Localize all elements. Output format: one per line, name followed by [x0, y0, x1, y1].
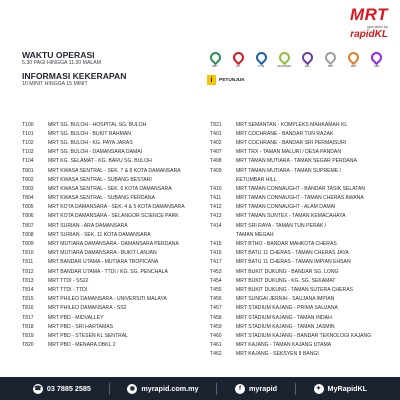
route-row: [210, 157, 390, 166]
route-description: MRT SURIAN - SEK. 11 KOTA DAMANSARA: [48, 231, 151, 238]
route-row: [22, 212, 202, 221]
route-row: [210, 194, 390, 203]
route-description: MRT KOTA DAMANSARA - SELANGOR SCIENCE PARK: [48, 213, 179, 220]
route-description: MRT PBD - MENARA DBKL 2: [48, 342, 116, 349]
legend-label: BRT: [328, 65, 334, 68]
route-code: T806: [22, 213, 34, 220]
route-description: MRT TTDI - TTDI: [48, 286, 88, 293]
mrt3-pin-icon: [369, 50, 385, 66]
route-row: [22, 184, 202, 193]
route-code: T816: [22, 305, 34, 312]
route-description: MRT KOTA DAMANSARA - SEK. 4 & 5 KOTA DAMANSARA: [48, 204, 185, 211]
route-row: [22, 194, 202, 203]
route-code: T410: [210, 185, 222, 192]
route-code: T461: [210, 342, 222, 349]
route-row: [22, 258, 202, 267]
route-description: MRT PHILEO DAMANSARA - UNIVERSITI MALAYA: [48, 296, 167, 303]
route-row: [22, 313, 202, 322]
route-code: T807: [22, 222, 34, 229]
route-row: [210, 120, 390, 129]
route-code: T457: [210, 305, 222, 312]
route-code: T407: [210, 149, 222, 156]
route-description: TAMAN MEGAH: [236, 231, 274, 238]
route-description: MRT TAMAN CONNAUGHT - ALAM DAMAI: [236, 204, 336, 211]
mrt2-pin-icon: [346, 50, 362, 66]
erl-pin-icon: [300, 50, 316, 66]
route-description: MRT BANDAR UTAMA - TTDI / KG. SG. PENCHALA: [48, 268, 168, 275]
route-description: MRT TRX - TAMAN MALURI / DESA PANDAN: [236, 149, 342, 156]
route-code: T462: [210, 351, 222, 358]
route-code: T414: [210, 222, 222, 229]
legend-label: MONORAIL: [277, 65, 292, 68]
route-description: MRT KWASA SENTRAL - SUBANG PERDANA: [48, 195, 155, 202]
route-description: MRT SEMANTAN - KOMPLEKS MAHKAMAH KL: [236, 121, 348, 128]
route-code: T814: [22, 286, 34, 293]
route-description: MRT SUNGAI JERNIH - SAUJANA IMPIAN: [236, 296, 335, 303]
route-row: [22, 276, 202, 285]
route-code: T813: [22, 277, 34, 284]
route-code: T811: [22, 259, 34, 266]
legend-label: MRT: [212, 65, 218, 68]
mrt-pin-icon: [207, 50, 223, 66]
info-icon: i: [207, 75, 216, 85]
route-row: [210, 203, 390, 212]
route-row: [210, 184, 390, 193]
route-description: MRT MUTIARA DAMANSARA - BUKIT LANJAN: [48, 250, 157, 257]
legend-item: [300, 52, 316, 72]
footer-divider: [109, 383, 110, 395]
logo-mrt-text: MRT: [349, 5, 388, 24]
route-row: [22, 120, 202, 129]
route-row: [210, 285, 390, 294]
route-row: [22, 221, 202, 230]
legend-label: MRT: [351, 65, 357, 68]
brt-pin-icon: [323, 50, 339, 66]
route-code: T412: [210, 204, 222, 211]
route-row: [22, 138, 202, 147]
route-row: [22, 322, 202, 331]
route-row: [210, 304, 390, 313]
route-row: [22, 304, 202, 313]
route-row: [210, 212, 390, 221]
route-description: MRT TAMAN MUTIARA - TAMAN SEGAR PERDANA: [236, 158, 357, 165]
route-code: T402: [210, 139, 222, 146]
route-code: T409: [210, 167, 222, 174]
route-description: KETUMBAR HILL: [236, 176, 277, 183]
legend-item: [346, 52, 362, 72]
route-description: MRT BUKIT DUKUNG - BANDAR SG. LONG: [236, 268, 339, 275]
twitter-icon: ✦: [314, 384, 324, 394]
route-code: T102: [22, 139, 34, 146]
contact-footer: [0, 377, 400, 400]
route-description: MRT KWASA SENTRAL - SEK. 7 & 8 KOTA DAMANSARA: [48, 167, 181, 174]
operating-hours-title: WAKTU OPERASI: [22, 50, 95, 60]
route-row: [22, 267, 202, 276]
route-code: T810: [22, 250, 34, 257]
route-row: [210, 221, 390, 230]
ktm-pin-icon: [254, 50, 270, 66]
operating-hours-value: 5.30 PAGI HINGGA 11.30 MALAM: [22, 60, 102, 66]
mrt-rapidkl-logo: [308, 6, 388, 40]
route-code: T805: [22, 204, 34, 211]
legend: [207, 52, 387, 85]
route-description: MRT STADIUM KAJANG - BANDAR TEKNOLOGI KAJANG: [236, 332, 372, 339]
route-description: MRT BTHO - BANDAR MAHKOTA CHERAS: [236, 241, 337, 248]
legend-label: ERL: [305, 65, 311, 68]
lrt-pin-icon: [230, 50, 246, 66]
route-row: [210, 313, 390, 322]
route-code: T455: [210, 286, 222, 293]
frequency-value: 10 MINIT HINGGA 15 MINIT: [22, 81, 88, 87]
route-description: MRT BUKIT DUKUNG - KG. SG. SEKAMAT: [236, 277, 336, 284]
route-code: T804: [22, 195, 34, 202]
route-code: T413: [210, 213, 222, 220]
route-code: T812: [22, 268, 34, 275]
logo-operator: rapidKL: [350, 29, 388, 40]
route-code: T808: [22, 231, 34, 238]
route-code: T454: [210, 277, 222, 284]
route-description: MRT SURIAN - ARA DAMANSARA: [48, 222, 128, 229]
route-row: [210, 166, 390, 175]
route-row: [210, 295, 390, 304]
legend-item: [253, 52, 269, 72]
route-description: MRT SG. BULOH - BUKIT RAHMAN: [48, 130, 131, 137]
legend-label: MRT: [374, 65, 380, 68]
route-description: MRT BUKIT DUKUNG - TAMAN SUTERA CHERAS: [236, 286, 353, 293]
route-description: MRT PHILEO DAMANSARA - SS2: [48, 305, 127, 312]
twitter-handle: MyRapidKL: [327, 384, 368, 393]
monorail-pin-icon: [277, 50, 293, 66]
legend-item: [369, 52, 385, 72]
legend-label: LRT: [235, 65, 241, 68]
route-code: T803: [22, 185, 34, 192]
route-code: T100: [22, 121, 34, 128]
route-code: T408: [210, 158, 222, 165]
route-description: MRT SG. BULOH - HOSPITAL SG. BULOH: [48, 121, 147, 128]
route-description: MRT MUTIARA DAMANSARA - DAMANSARA PERDANA: [48, 241, 179, 248]
facebook-handle: myrapid: [249, 384, 277, 393]
route-list-left: [22, 120, 202, 350]
route-code: T411: [210, 195, 222, 202]
route-description: MRT STADIUM KAJANG - TAMAN INDAH: [236, 314, 332, 321]
route-code: T818: [22, 323, 34, 330]
legend-item: [276, 52, 292, 72]
route-code: T460: [210, 332, 222, 339]
route-row: [22, 129, 202, 138]
route-description: MRT BANDAR UTAMA - MUTIARA TROPICANA: [48, 259, 159, 266]
route-description: MRT KAJANG - TAMAN KAJANG UTAMA: [236, 342, 332, 349]
route-row: [210, 138, 390, 147]
route-description: MRT KG. SELAMAT - KG. BARU SG. BULOH: [48, 158, 152, 165]
operations-info: [22, 50, 202, 92]
legend-icons: [207, 52, 385, 72]
route-code: T101: [22, 130, 34, 137]
route-row: [210, 239, 390, 248]
route-code: T801: [22, 167, 34, 174]
route-description: MRT COCHRANE - BANDAR TUN RAZAK: [236, 130, 334, 137]
legend-label: KTM: [258, 65, 265, 68]
route-code: T459: [210, 323, 222, 330]
route-code: T802: [22, 176, 34, 183]
route-row: [22, 341, 202, 350]
website-url: myrapid.com.my: [141, 384, 199, 393]
globe-icon: ◉: [127, 384, 137, 394]
route-description: MRT KAJANG - SEKSYEN 8 BANGI: [236, 351, 319, 358]
route-code: T817: [22, 314, 34, 321]
footer-divider: [216, 383, 217, 395]
route-code: T401: [210, 130, 222, 137]
route-row: [210, 350, 390, 359]
route-row: [210, 341, 390, 350]
route-code: T820: [22, 342, 34, 349]
route-description: MRT TTDI - SS22: [48, 277, 89, 284]
route-code: T821: [210, 121, 222, 128]
legend-item: [323, 52, 339, 72]
route-code: T415: [210, 241, 222, 248]
legend-item: [230, 52, 246, 72]
route-description: MRT STADIUM KAJANG - PRIMA SAUJANA: [236, 305, 338, 312]
footer-twitter[interactable]: [314, 384, 368, 394]
route-description: MRT SG. BULOH - DAMANSARA DAMAI: [48, 149, 143, 156]
petunjuk-row: [207, 75, 387, 85]
route-row: [210, 258, 390, 267]
route-description: MRT PBD - STESEN KL SENTRAL: [48, 332, 129, 339]
footer-website[interactable]: [127, 384, 198, 394]
route-description: MRT COCHRANE - BANDAR SRI PERMAISURI: [236, 139, 347, 146]
route-description: MRT TAMAN CONNAUGHT - TAMAN CHERAS AWANA: [236, 195, 364, 202]
route-row: [22, 295, 202, 304]
route-description: MRT PBD - MIDVALLEY: [48, 314, 104, 321]
route-row: [210, 249, 390, 258]
route-description: MRT BATU 11 CHERAS - TAMAN CHERAS JAYA: [236, 250, 349, 257]
route-row: [210, 276, 390, 285]
route-description: MRT TAMAN SUNTEX - TAMAN KEMACAHAYA: [236, 213, 346, 220]
route-description: MRT PBD - SRI HARTAMAS: [48, 323, 114, 330]
route-row: [210, 175, 390, 184]
route-code: T453: [210, 268, 222, 275]
footer-facebook[interactable]: [235, 384, 277, 394]
route-row: [210, 148, 390, 157]
route-row: [210, 322, 390, 331]
route-row: [22, 175, 202, 184]
route-code: T456: [210, 296, 222, 303]
phone-icon: ☎: [33, 384, 43, 394]
route-row: [210, 267, 390, 276]
route-row: [210, 230, 390, 239]
route-description: MRT KWASA SENTRAL - SEK. 6 KOTA DAMANSARA: [48, 185, 172, 192]
route-description: MRT STADIUM KAJANG - TAMAN JASMIN: [236, 323, 335, 330]
route-description: MRT SG. BULOH - KG. PAYA JARAS: [48, 139, 133, 146]
route-code: T103: [22, 149, 34, 156]
petunjuk-label: PETUNJUK: [219, 77, 245, 83]
route-description: MRT TAMAN MUTIARA - TAMAN SUPREME /: [236, 167, 341, 174]
route-code: T417: [210, 259, 222, 266]
route-row: [22, 239, 202, 248]
route-code: T416: [210, 250, 222, 257]
route-row: [210, 331, 390, 340]
route-code: T809: [22, 241, 34, 248]
logo-tagline: operated by: [366, 24, 388, 29]
route-description: MRT SRI RAYA - TAMAN TUN PERAK /: [236, 222, 327, 229]
route-row: [22, 148, 202, 157]
route-row: [22, 166, 202, 175]
legend-item: [207, 52, 223, 72]
route-description: MRT KWASA SENTRAL - SUBANG BESTARI: [48, 176, 152, 183]
route-row: [22, 249, 202, 258]
route-code: T458: [210, 314, 222, 321]
route-code: T819: [22, 332, 34, 339]
frequency-title: INFORMASI KEKERAPAN: [22, 71, 127, 81]
route-description: MRT BATU 11 CHERAS - TAMAN IMPIAN EHSAN: [236, 259, 351, 266]
footer-divider: [295, 383, 296, 395]
route-description: MRT TAMAN CONNAUGHT - BANDAR TASIK SELATAN: [236, 185, 366, 192]
route-row: [22, 285, 202, 294]
route-row: [210, 129, 390, 138]
route-row: [22, 203, 202, 212]
footer-phone[interactable]: [33, 384, 91, 394]
route-list-right: [210, 120, 390, 359]
route-code: T815: [22, 296, 34, 303]
route-row: [22, 331, 202, 340]
route-row: [22, 230, 202, 239]
facebook-icon: f: [235, 384, 245, 394]
route-row: [22, 157, 202, 166]
route-code: T104: [22, 158, 34, 165]
phone-number: 03 7885 2585: [46, 384, 91, 393]
